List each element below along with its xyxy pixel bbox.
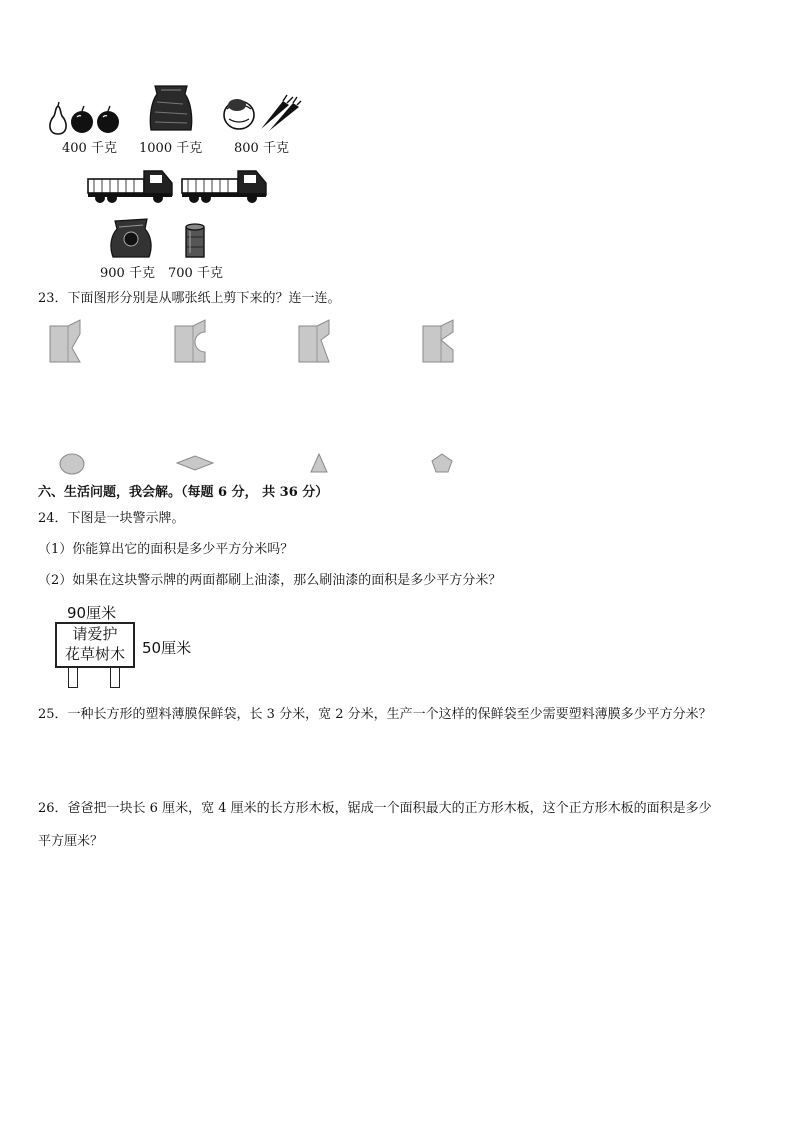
weight-label-fruit: 400 千克 xyxy=(62,141,117,156)
question-23: 23．下面图形分别是从哪张纸上剪下来的？连一连。 xyxy=(38,291,341,306)
fruit-icon xyxy=(46,100,122,136)
question-24-part-2: （2）如果在这块警示牌的两面都刷上油漆，那么刷油漆的面积是多少平方分米？ xyxy=(38,573,502,588)
folded-paper-icon xyxy=(297,320,337,364)
question-25: 25．一种长方形的塑料薄膜保鲜袋，长 3 分米，宽 2 分米，生产一个这样的保鲜袋至少需要塑料薄膜多少平方分米？ xyxy=(38,707,712,722)
section-6-heading: 六、生活问题，我会解。（每题 6 分， 共 36 分） xyxy=(38,485,329,500)
weight-label-vegetables: 800 千克 xyxy=(234,141,289,156)
folded-paper-icon xyxy=(173,320,213,364)
weight-label-sack: 1000 千克 xyxy=(139,141,203,156)
sign-text-line-1: 请爱护 xyxy=(72,625,118,643)
question-24-part-1: （1）你能算出它的面积是多少平方分米吗？ xyxy=(38,542,294,557)
vegetables-icon xyxy=(221,93,301,133)
pentagon-icon xyxy=(430,452,454,474)
folded-paper-icon xyxy=(48,320,84,364)
sign-height-label: 50厘米 xyxy=(142,639,192,657)
triangle-icon xyxy=(309,452,329,474)
bag-icon xyxy=(109,217,153,259)
question-26-line-1: 26．爸爸把一块长 6 厘米，宽 4 厘米的长方形木板，锯成一个面积最大的正方形木板，这个正方形木板的面积是多少 xyxy=(38,801,712,816)
barrel-icon xyxy=(184,223,206,259)
weight-label-barrel: 700 千克 xyxy=(168,266,223,281)
weight-label-bag: 900 千克 xyxy=(100,266,155,281)
question-26-line-2: 平方厘米？ xyxy=(38,834,104,849)
sign-text-line-2: 花草树木 xyxy=(64,645,125,663)
question-24: 24．下图是一块警示牌。 xyxy=(38,511,185,526)
folded-paper-icon xyxy=(421,320,461,364)
truck-icon xyxy=(180,165,268,205)
circle-icon xyxy=(58,452,86,476)
truck-icon xyxy=(86,165,174,205)
sign-left-post xyxy=(68,668,78,688)
sack-icon xyxy=(147,82,195,132)
rhombus-icon xyxy=(175,455,215,471)
sign-width-label: 90厘米 xyxy=(67,604,117,622)
sign-right-post xyxy=(110,668,120,688)
